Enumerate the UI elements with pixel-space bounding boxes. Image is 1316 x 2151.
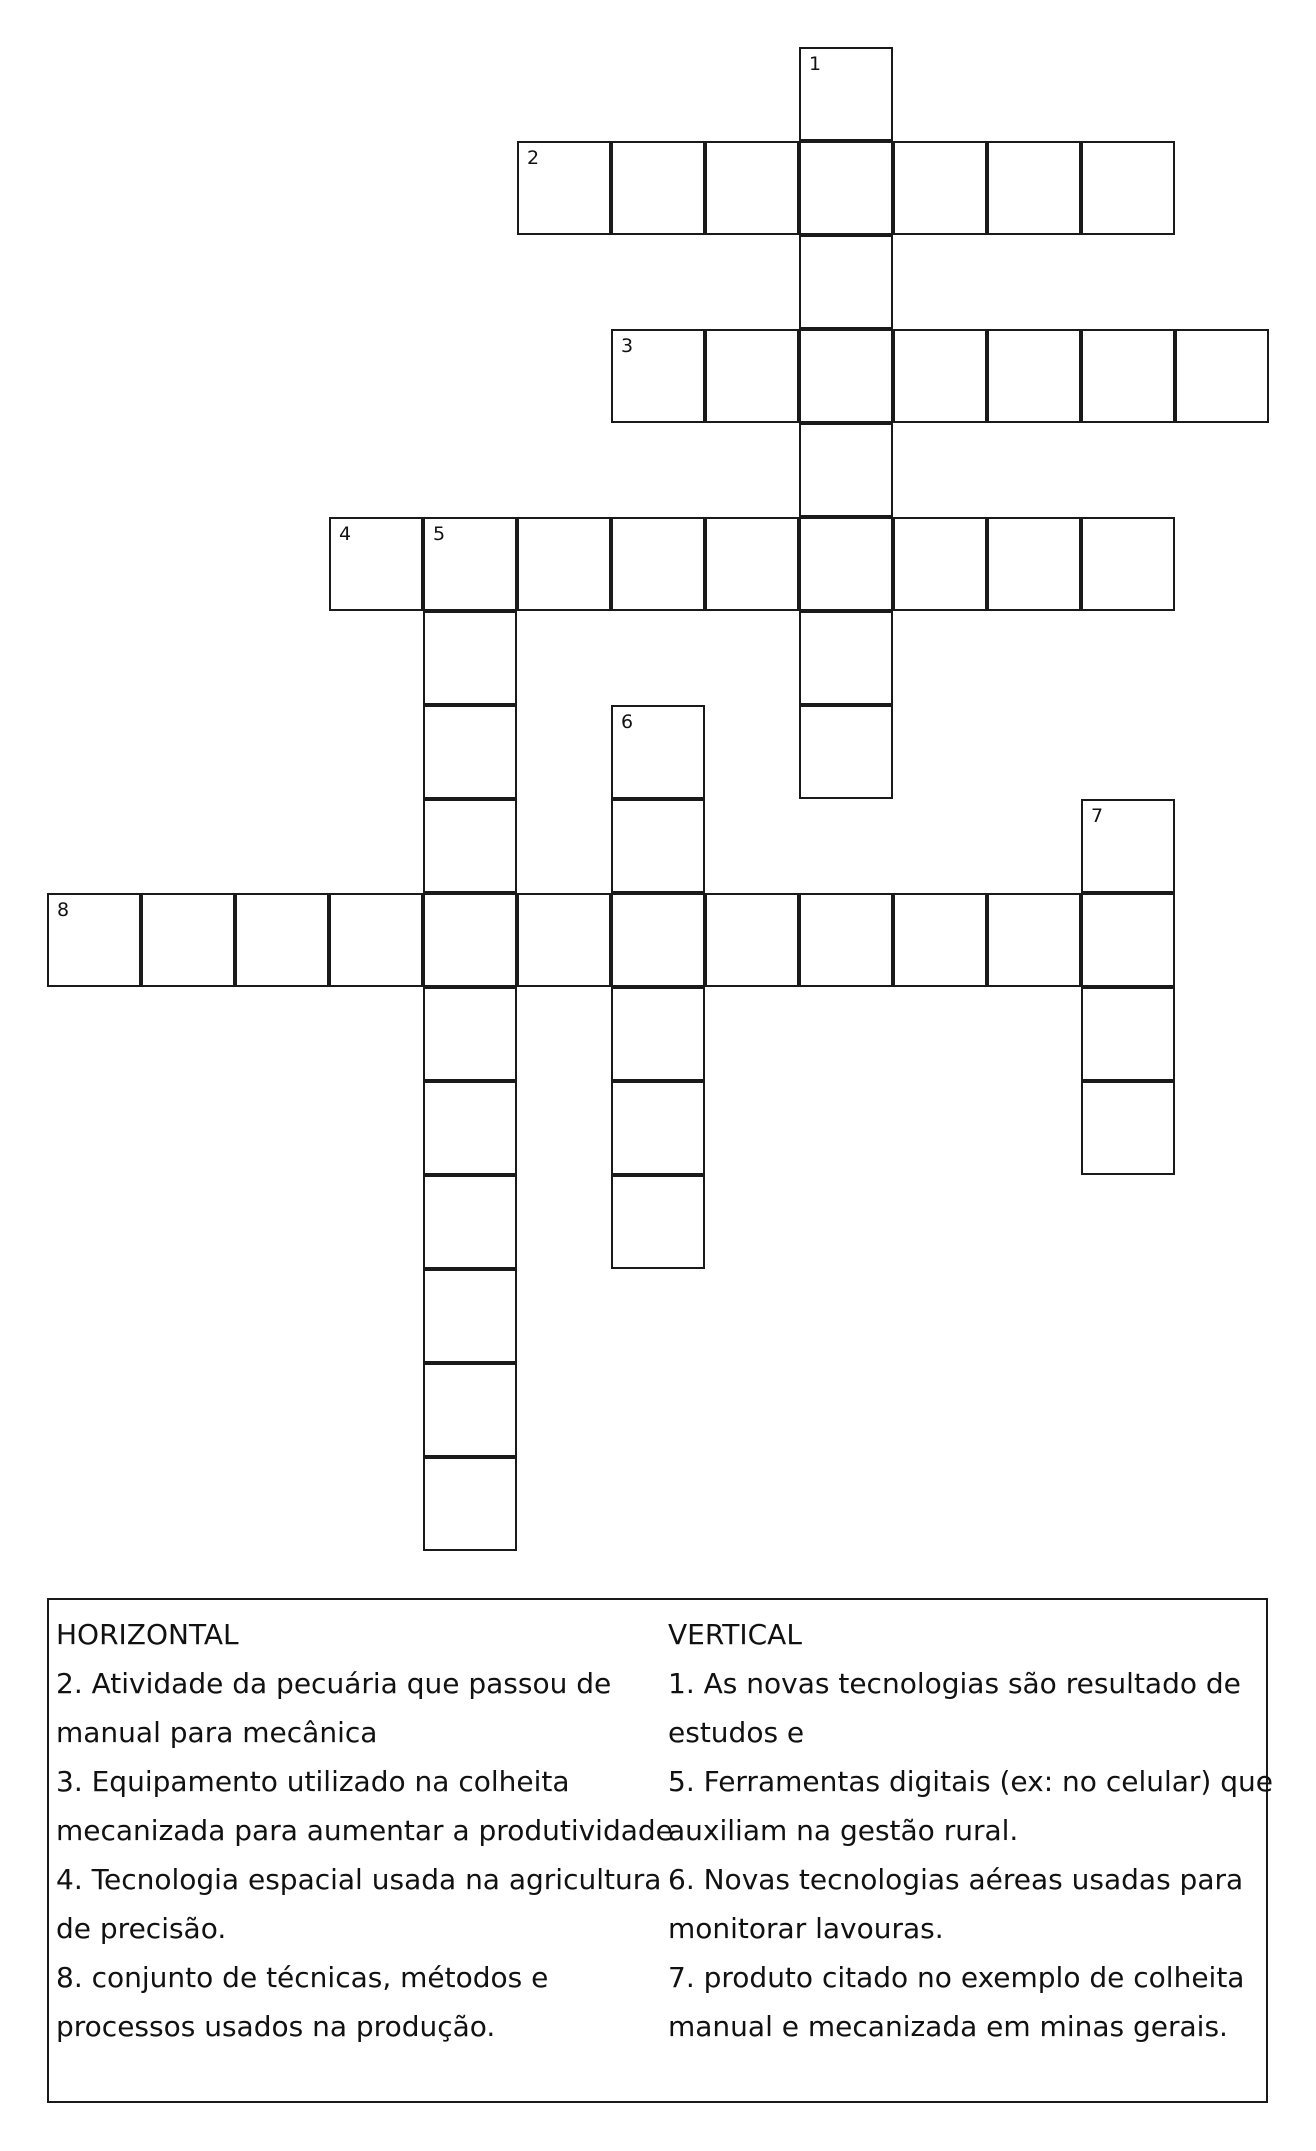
crossword-cell[interactable] [893, 517, 987, 611]
crossword-cell[interactable] [705, 141, 799, 235]
clue-line: 6. Novas tecnologias aéreas usadas para [668, 1863, 1244, 1896]
clue-line: auxiliam na gestão rural. [668, 1814, 1019, 1847]
crossword-cell[interactable] [705, 329, 799, 423]
clue-line: manual para mecânica [56, 1716, 378, 1749]
crossword-cell[interactable] [423, 517, 517, 611]
clue-line: mecanizada para aumentar a produtividade [56, 1814, 673, 1847]
clue-line: manual e mecanizada em minas gerais. [668, 2010, 1228, 2043]
clue-line: 5. Ferramentas digitais (ex: no celular) que [668, 1765, 1273, 1798]
crossword-cell[interactable] [705, 517, 799, 611]
crossword-cell[interactable] [987, 141, 1081, 235]
crossword-cell[interactable] [893, 329, 987, 423]
clue-number: 6 [621, 711, 634, 733]
crossword-cell[interactable] [235, 893, 329, 987]
crossword-cell[interactable] [423, 611, 517, 705]
crossword-cell[interactable] [799, 141, 893, 235]
crossword-cell[interactable] [423, 799, 517, 893]
crossword-cell[interactable] [611, 705, 705, 799]
crossword-cell[interactable] [799, 893, 893, 987]
clue-line: 7. produto citado no exemplo de colheita [668, 1961, 1245, 1994]
horizontal-clues [56, 1610, 673, 2051]
clue-number: 1 [809, 53, 822, 75]
crossword-cell[interactable] [611, 517, 705, 611]
crossword-cell[interactable] [1081, 329, 1175, 423]
clue-number: 5 [433, 523, 446, 545]
clue-line: 4. Tecnologia espacial usada na agricultura [56, 1863, 662, 1896]
crossword-cell[interactable] [1081, 141, 1175, 235]
clue-line: monitorar lavouras. [668, 1912, 944, 1945]
crossword-cell[interactable] [611, 893, 705, 987]
crossword-cell[interactable] [1081, 1081, 1175, 1175]
crossword-cell[interactable] [611, 329, 705, 423]
clue-line: de precisão. [56, 1912, 227, 1945]
horizontal-heading: HORIZONTAL [56, 1618, 239, 1651]
clue-number: 3 [621, 335, 634, 357]
crossword-cell[interactable] [423, 1363, 517, 1457]
crossword-cell[interactable] [799, 611, 893, 705]
crossword-cell[interactable] [517, 893, 611, 987]
crossword-cell[interactable] [611, 1081, 705, 1175]
vertical-heading: VERTICAL [668, 1618, 802, 1651]
crossword-cell[interactable] [423, 705, 517, 799]
crossword-cell[interactable] [987, 893, 1081, 987]
clue-line: 1. As novas tecnologias são resultado de [668, 1667, 1241, 1700]
crossword-cell[interactable] [423, 893, 517, 987]
crossword-cell[interactable] [1081, 893, 1175, 987]
crossword-cell[interactable] [1175, 329, 1269, 423]
clue-number: 8 [57, 899, 70, 921]
crossword-cell[interactable] [47, 893, 141, 987]
crossword-cell[interactable] [799, 705, 893, 799]
clue-number: 7 [1091, 805, 1104, 827]
crossword-cell[interactable] [799, 235, 893, 329]
crossword-cell[interactable] [893, 141, 987, 235]
crossword-cell[interactable] [141, 893, 235, 987]
crossword-cell[interactable] [611, 141, 705, 235]
crossword-cell[interactable] [611, 1175, 705, 1269]
crossword-cell[interactable] [1081, 799, 1175, 893]
crossword-cell[interactable] [799, 47, 893, 141]
crossword-cell[interactable] [799, 423, 893, 517]
crossword-cell[interactable] [1081, 987, 1175, 1081]
crossword-cell[interactable] [799, 329, 893, 423]
crossword-cell[interactable] [423, 987, 517, 1081]
crossword-cell[interactable] [517, 517, 611, 611]
clue-number: 2 [527, 147, 540, 169]
crossword-cell[interactable] [423, 1457, 517, 1551]
crossword-cell[interactable] [423, 1175, 517, 1269]
crossword-cell[interactable] [1081, 517, 1175, 611]
crossword-cell[interactable] [893, 893, 987, 987]
crossword-cell[interactable] [705, 893, 799, 987]
crossword-cell[interactable] [517, 141, 611, 235]
clues-box [47, 1598, 1273, 2103]
clue-line: processos usados na produção. [56, 2010, 496, 2043]
clue-line: estudos e [668, 1716, 805, 1749]
crossword-cell[interactable] [611, 987, 705, 1081]
crossword-cell[interactable] [329, 517, 423, 611]
clue-line: 2. Atividade da pecuária que passou de [56, 1667, 612, 1700]
crossword-cell[interactable] [423, 1269, 517, 1363]
clue-line: 3. Equipamento utilizado na colheita [56, 1765, 570, 1798]
clue-line: 8. conjunto de técnicas, métodos e [56, 1961, 549, 1994]
crossword-cell[interactable] [987, 517, 1081, 611]
vertical-clues [668, 1610, 1273, 2051]
crossword-cell[interactable] [423, 1081, 517, 1175]
crossword-cell[interactable] [611, 799, 705, 893]
clue-number: 4 [339, 523, 352, 545]
crossword-cell[interactable] [987, 329, 1081, 423]
crossword-cell[interactable] [799, 517, 893, 611]
crossword-cell[interactable] [329, 893, 423, 987]
